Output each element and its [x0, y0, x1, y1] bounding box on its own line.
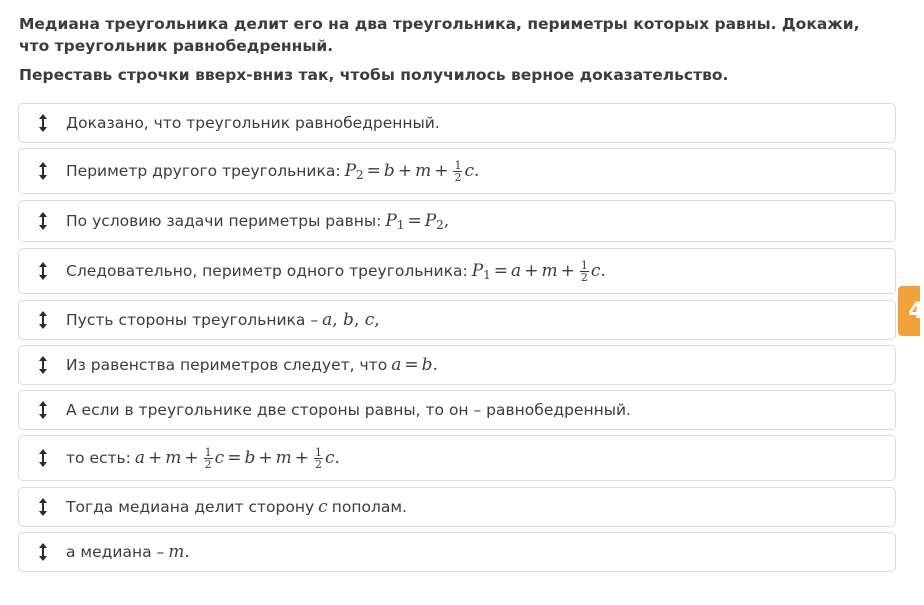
list-item[interactable]: [18, 390, 896, 430]
list-item[interactable]: [18, 148, 896, 194]
drag-handle-icon[interactable]: [19, 356, 66, 374]
item-text: А если в треугольнике две стороны равны, то он – равнобедренный.: [66, 401, 631, 419]
task-question: Медиана треугольника делит его на два треугольника, периметры которых равны. Докажи, что треугольник равнобедренный.: [19, 15, 860, 55]
item-text: то есть:: [66, 449, 131, 467]
drag-handle-icon[interactable]: [19, 498, 66, 516]
list-item[interactable]: [18, 487, 896, 527]
task-instruction: Переставь строчки вверх-вниз так, чтобы получилось верное доказательство.: [19, 66, 729, 84]
item-text: Тогда медиана делит сторону: [66, 498, 315, 516]
formula: a + m + $\frac{1}{2}$ c = b + m + $\frac{1}{2}$ c.: [134, 445, 340, 471]
item-text: Следовательно, периметр одного треугольника:: [66, 262, 468, 280]
list-item[interactable]: [18, 200, 896, 242]
formula: a = b.: [391, 355, 438, 375]
item-text: По условию задачи периметры равны:: [66, 212, 382, 230]
side-tab[interactable]: [898, 286, 924, 336]
item-text: а медиана –: [66, 543, 165, 561]
drag-handle-icon[interactable]: [19, 212, 66, 230]
item-text: Доказано, что треугольник равнобедренный.: [66, 114, 440, 132]
drag-handle-icon[interactable]: [19, 262, 66, 280]
drag-handle-icon[interactable]: [19, 401, 66, 419]
item-text-tail: пополам.: [331, 498, 407, 516]
list-item[interactable]: [18, 300, 896, 340]
list-item[interactable]: [18, 248, 896, 294]
item-text: Периметр другого треугольника:: [66, 162, 341, 180]
item-text: Пусть стороны треугольника –: [66, 311, 319, 329]
drag-handle-icon[interactable]: [19, 449, 66, 467]
item-text: Из равенства периметров следует, что: [66, 356, 388, 374]
list-item[interactable]: [18, 103, 896, 143]
formula: $P_2 = b + m$ + $\frac{1}{2}$ c.: [344, 158, 480, 184]
drag-handle-icon[interactable]: [19, 311, 66, 329]
list-item[interactable]: [18, 435, 896, 481]
formula: c: [318, 497, 328, 517]
task-text: [19, 13, 879, 86]
side-tab-glyph: 4: [908, 298, 924, 324]
formula: a, b, c,: [322, 310, 380, 330]
drag-handle-icon[interactable]: [19, 162, 66, 180]
formula: m.: [168, 542, 190, 562]
list-item[interactable]: [18, 345, 896, 385]
drag-handle-icon[interactable]: [19, 543, 66, 561]
drag-handle-icon[interactable]: [19, 114, 66, 132]
formula: $P_1 = P_2$,: [385, 210, 450, 232]
list-item[interactable]: [18, 532, 896, 572]
formula: $P_1 = a + m$ + $\frac{1}{2}$ c.: [471, 258, 606, 284]
